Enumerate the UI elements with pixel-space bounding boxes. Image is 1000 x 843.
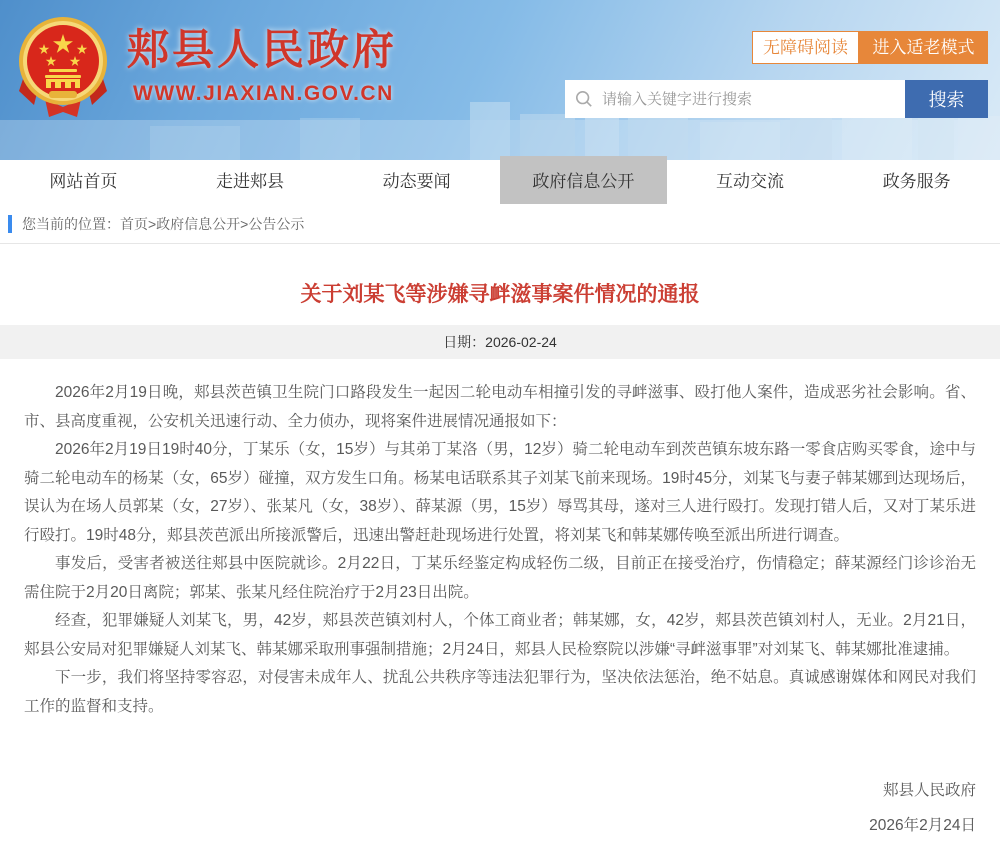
nav-item-gov-info[interactable]: 政府信息公开 [500,156,667,204]
nav-item-about[interactable]: 走进郏县 [216,172,284,191]
breadcrumb [0,204,1000,244]
article-paragraph: 2026年2月19日晚，郏县茨芭镇卫生院门口路段发生一起因二轮电动车相撞引发的寻衅滋事、殴打他人案件，造成恶劣社会影响。省、市、县高度重视，公安机关迅速行动、全力侦办，现将案件进展情况通报如下： [24,384,976,430]
search-input[interactable] [602,91,895,108]
article-paragraph: 经查，犯罪嫌疑人刘某飞，男，42岁，郏县茨芭镇刘村人，个体工商业者；韩某娜，女，42岁，郏县茨芭镇刘村人，无业。2月21日，郏县公安局对犯罪嫌疑人刘某飞、韩某娜采取刑事强制措施；2月24日，郏县人民检察院以涉嫌“寻衅滋事罪”对刘某飞、韩某娜批准逮捕。 [24,612,976,658]
search-button[interactable]: 搜索 [905,80,988,118]
site-header [0,0,1000,160]
site-url: WWW.JIAXIAN.GOV.CN [133,82,394,106]
site-title: 郏县人民政府 [127,26,398,73]
accessibility-button[interactable]: 无障碍阅读 [752,31,859,64]
article-date: 日期：2026-02-24 [0,325,1000,359]
article [0,278,1000,843]
signature-date: 2026年2月24日 [869,817,976,834]
header-utility-buttons [752,31,988,64]
main-nav [0,160,1000,204]
article-paragraph: 下一步，我们将坚持零容忍，对侵害未成年人、扰乱公共秩序等违法犯罪行为，坚决依法惩治，绝不姑息。真诚感谢媒体和网民对我们工作的监督和支持。 [24,669,976,715]
site-logo[interactable] [15,13,397,123]
search-box[interactable] [565,80,905,118]
search-icon [575,90,593,108]
search-bar [565,80,988,118]
signature-org: 郏县人民政府 [882,782,976,799]
elder-mode-button[interactable]: 进入适老模式 [859,31,988,64]
article-signature [24,773,976,843]
article-paragraph: 事发后，受害者被送往郏县中医院就诊。2月22日，丁某乐经鉴定构成轻伤二级，目前正在接受治疗，伤情稳定；薛某源经门诊诊治无需住院于2月20日离院；郭某、张某凡经住院治疗于2月23日出院。 [24,555,976,601]
national-emblem-icon [15,13,111,123]
nav-item-home[interactable]: 网站首页 [49,172,118,191]
article-body [0,359,1000,843]
breadcrumb-path[interactable]: 您当前的位置：首页>政府信息公开>公告公示 [22,215,305,232]
article-title: 关于刘某飞等涉嫌寻衅滋事案件情况的通报 [300,283,700,306]
nav-item-news[interactable]: 动态要闻 [382,172,451,191]
nav-item-services[interactable]: 政务服务 [882,172,951,191]
article-paragraph: 2026年2月19日19时40分，丁某乐（女，15岁）与其弟丁某洛（男，12岁）骑二轮电动车到茨芭镇东坡东路一零食店购买零食，途中与骑二轮电动车的杨某（女，65岁）碰撞，双方发生口角。杨某电话联系其子刘某飞前来现场。19时45分，刘某飞与妻子韩某娜到达现场后，误认为在场人员郭某（女，27岁）、张某凡（女，38岁）、薛某源（男，15岁）辱骂其母，遂对三人进行殴打。发现打错人后，又对丁某乐进行殴打。19时48分，郏县茨芭派出所接派警后，迅速出警赶赴现场进行处置，将刘某飞和韩某娜传唤至派出所进行调查。 [24,441,976,544]
nav-item-interaction[interactable]: 互动交流 [716,172,785,191]
breadcrumb-marker [8,215,12,233]
